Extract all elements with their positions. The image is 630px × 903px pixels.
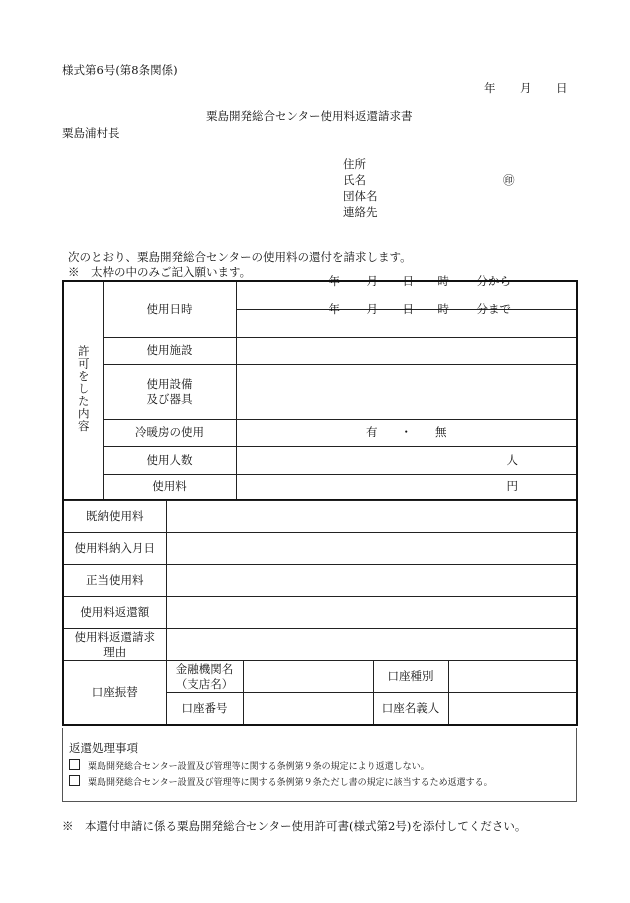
processing-option-2[interactable]: 粟島開発総合センター設置及び管理等に関する条例第９条ただし書の規定に該当するため返還する。 bbox=[69, 775, 493, 788]
equipment-label: 使用設備 及び器具 bbox=[103, 364, 236, 419]
datetime-label: 使用日時 bbox=[103, 281, 236, 337]
footer-note: ※ 本還付申請に係る粟島開発総合センター使用許可書(様式第2号)を添付してください。 bbox=[62, 819, 527, 833]
permit-table bbox=[62, 274, 578, 501]
account-holder-field[interactable] bbox=[448, 693, 577, 725]
checkbox-icon[interactable] bbox=[69, 775, 80, 786]
group-label: 団体名 bbox=[343, 189, 378, 203]
permit-side-label: 許可をした内容 bbox=[63, 281, 103, 500]
datetime-to-cell[interactable]: 年 月 日 時 分まで bbox=[236, 309, 577, 337]
facility-field[interactable] bbox=[236, 337, 577, 364]
fee-label: 使用料 bbox=[103, 474, 236, 500]
aircon-label: 冷暖房の使用 bbox=[103, 419, 236, 446]
account-type-field[interactable] bbox=[448, 661, 577, 693]
people-label: 使用人数 bbox=[103, 446, 236, 474]
form-number: 様式第6号(第8条関係) bbox=[62, 63, 178, 77]
facility-label: 使用施設 bbox=[103, 337, 236, 364]
paid-fee-field[interactable] bbox=[166, 501, 577, 533]
aircon-choice[interactable]: 有 ・ 無 bbox=[236, 419, 577, 446]
account-holder-label: 口座名義人 bbox=[373, 693, 448, 725]
bank-label: 金融機関名 （支店名） bbox=[166, 661, 243, 693]
refund-amount-label: 使用料返還額 bbox=[63, 597, 166, 629]
page-title: 粟島開発総合センター使用料返還請求書 bbox=[206, 109, 413, 123]
address-label: 住所 bbox=[343, 157, 366, 171]
date-day-unit: 日 bbox=[556, 81, 568, 95]
date-month-unit: 月 bbox=[520, 81, 532, 95]
contact-label: 連絡先 bbox=[343, 205, 378, 219]
intro-note: ※ 太枠の中のみご記入願います。 bbox=[68, 265, 252, 279]
datetime-from-cell[interactable]: 年 月 日 時 分から bbox=[236, 281, 577, 309]
equipment-field[interactable] bbox=[236, 364, 577, 419]
addressee: 粟島浦村長 bbox=[62, 126, 120, 140]
fee-field[interactable]: 円 bbox=[236, 474, 577, 500]
checkbox-icon[interactable] bbox=[69, 759, 80, 770]
account-number-field[interactable] bbox=[243, 693, 373, 725]
processing-title: 返還処理事項 bbox=[69, 741, 138, 755]
seal-mark: ㊞ bbox=[503, 173, 515, 187]
date-year-unit: 年 bbox=[484, 81, 496, 95]
refund-table bbox=[62, 500, 578, 726]
people-field[interactable]: 人 bbox=[236, 446, 577, 474]
account-number-label: 口座番号 bbox=[166, 693, 243, 725]
processing-box bbox=[62, 728, 577, 802]
proper-fee-label: 正当使用料 bbox=[63, 565, 166, 597]
refund-amount-field[interactable] bbox=[166, 597, 577, 629]
reason-label: 使用料返還請求 理由 bbox=[63, 629, 166, 661]
proper-fee-field[interactable] bbox=[166, 565, 577, 597]
processing-option-1[interactable]: 粟島開発総合センター設置及び管理等に関する条例第９条の規定により返還しない。 bbox=[69, 759, 430, 772]
transfer-label: 口座振替 bbox=[63, 661, 166, 725]
payment-date-field[interactable] bbox=[166, 533, 577, 565]
payment-date-label: 使用料納入月日 bbox=[63, 533, 166, 565]
paid-fee-label: 既納使用料 bbox=[63, 501, 166, 533]
account-type-label: 口座種別 bbox=[373, 661, 448, 693]
reason-field[interactable] bbox=[166, 629, 577, 661]
bank-field[interactable] bbox=[243, 661, 373, 693]
intro-text: 次のとおり、粟島開発総合センターの使用料の還付を請求します。 bbox=[68, 250, 412, 264]
name-label: 氏名 bbox=[343, 173, 366, 187]
